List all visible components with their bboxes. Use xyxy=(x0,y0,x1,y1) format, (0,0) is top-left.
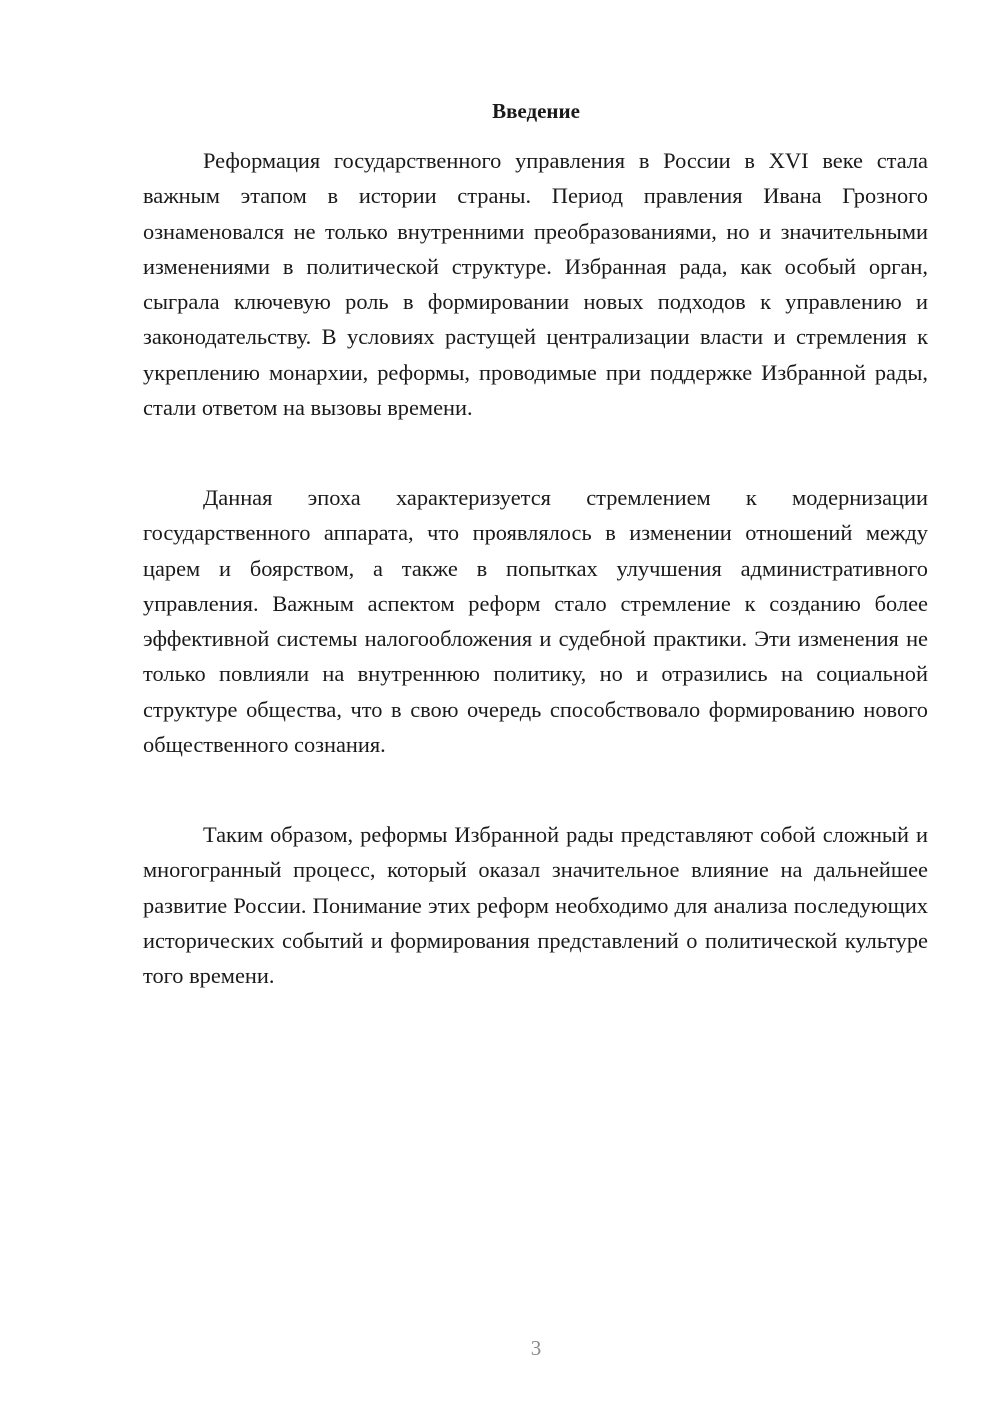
section-heading: Введение xyxy=(492,99,580,123)
page-number: 3 xyxy=(530,1336,542,1360)
paragraph-2: Данная эпоха характеризуется стремлением к модернизации государственного аппарата, что проявлялось в изменении отношений между царем и боярством, а также в попытках улучшения административного управления. Важным аспектом реформ стало стремление к созданию более эффективной системы налогообложения и судебной практики. Эти изменения не только повлияли на внутреннюю политику, но и отразились на социальной структуре общества, что в свою очередь способствовало формированию нового общественного сознания. xyxy=(143,485,928,758)
paragraph-1: Реформация государственного управления в России в XVI веке стала важным этапом в истории страны. Период правления Ивана Грозного ознаменовался не только внутренними преобразованиями, но и значительными изменениями в политической структуре. Избранная рада, как особый орган, сыграла ключевую роль в формировании новых подходов к управлению и законодательству. В условиях растущей централизации власти и стремления к укреплению монархии, реформы, проводимые при поддержке Избранной рады, стали ответом на вызовы времени. xyxy=(143,148,928,421)
paragraph-3: Таким образом, реформы Избранной рады представляют собой сложный и многогранный процесс, который оказал значительное влияние на дальнейшее развитие России. Понимание этих реформ необходимо для анализа последующих исторических событий и формирования представлений о политической культуре того времени. xyxy=(143,822,928,989)
